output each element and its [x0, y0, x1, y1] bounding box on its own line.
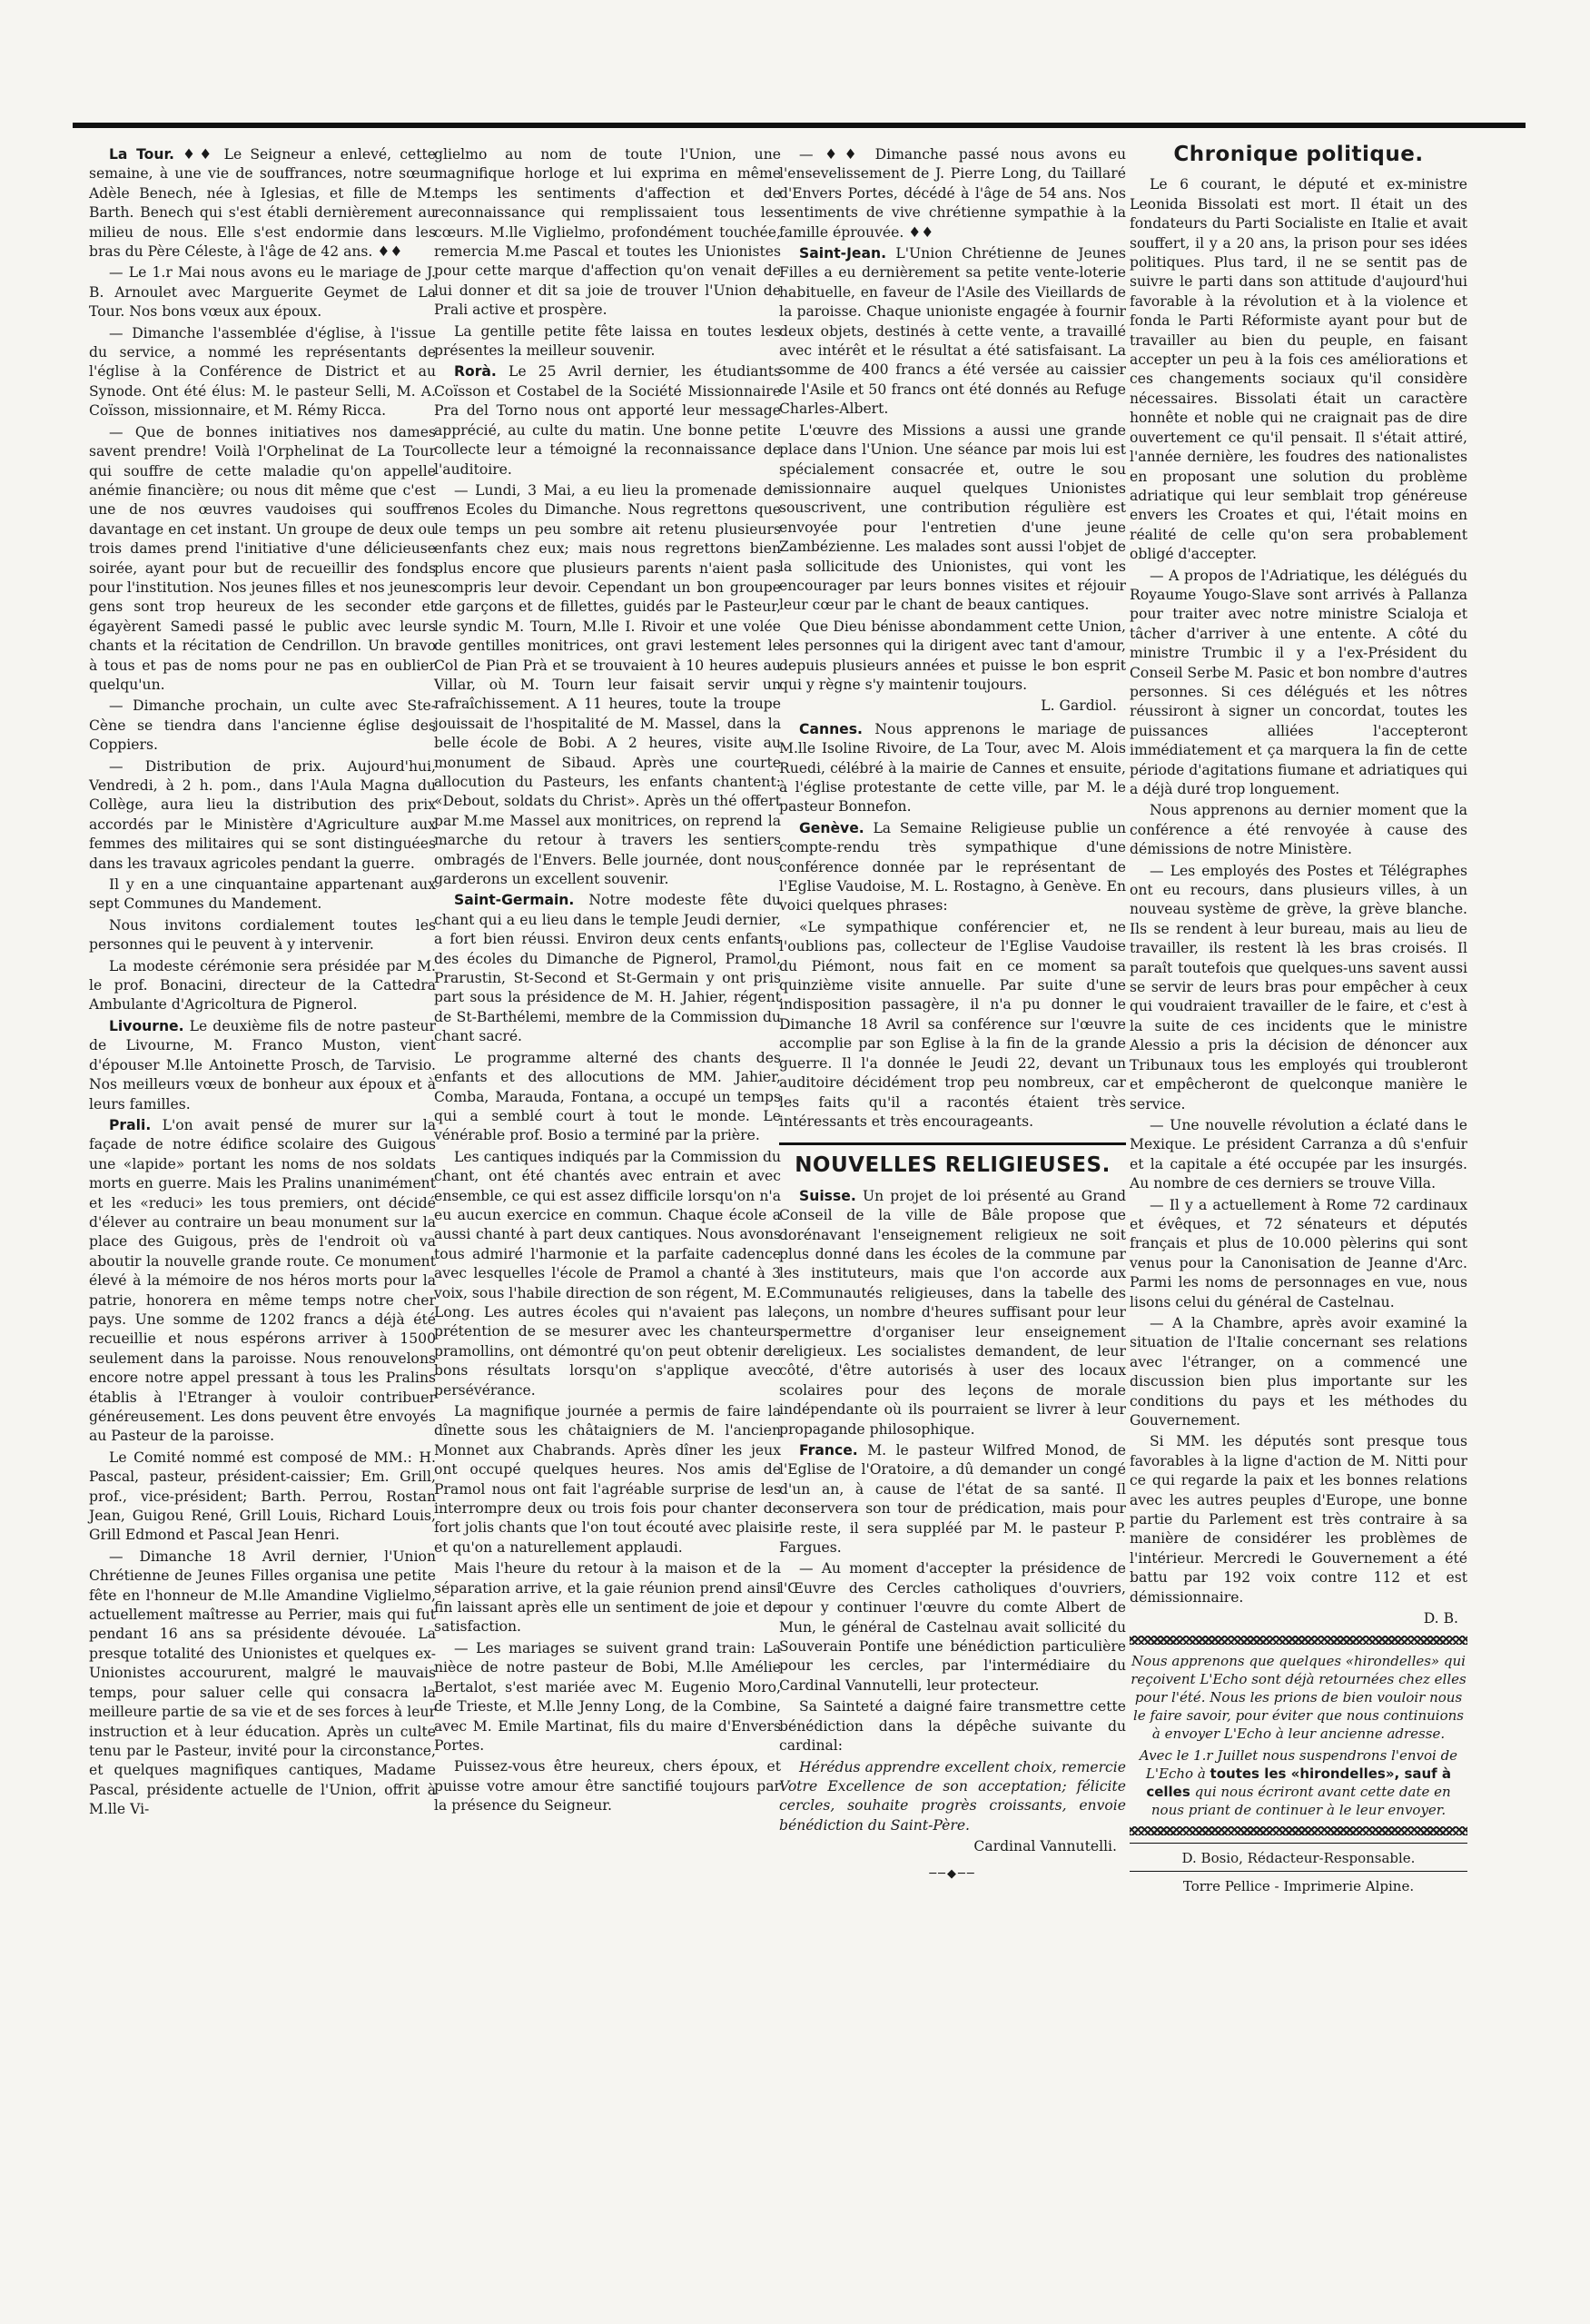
paragraph: — Les mariages se suivent grand train: La nièce de notre pasteur de Bobi, M.lle Amélie Bertalot, s'est mariée avec M. Eugenio Moro, de Trieste, et M.lle Jenny Long, de la Combine, avec M. Emile Martinat, fils du maire d'Envers Portes.: [434, 1639, 781, 1754]
paragraph: La modeste cérémonie sera présidée par M. le prof. Bonacini, directeur de la Cattedra Ambulante d'Agricoltura de Pignerol.: [89, 957, 436, 1014]
paragraph: Puissez-vous être heureux, chers époux, et puisse votre amour être sanctifié toujours par la présence du Seigneur.: [434, 1758, 781, 1815]
paragraph: — Au moment d'accepter la présidence de l'Œuvre des Cercles catholiques d'ouvriers, pour y continuer l'œuvre du comte Albert de Mun, le général de Castelnau avait sollicité du Souverain Pontife une bénédiction particulière pour les cercles, par l'intermédiaire du Cardinal Vannutelli, leur protecteur.: [779, 1560, 1126, 1694]
column-2: [434, 145, 781, 1818]
paragraph-text: La Semaine Religieuse publie un compte-rendu très sympathique d'une conférence donnée par le représentant de l'Eglise Vaudoise, M. L. Rostagno, à Genève. En voici quelques phrases:: [779, 819, 1126, 915]
decorative-border: [1130, 1636, 1467, 1645]
paragraph: Le programme alterné des chants des enfants et des allocutions de MM. Jahier, Comba, Marauda, Fontana, a occupé un temps qui a semblé court à tout le monde. Le vénérable prof. Bosio a terminé par la prière.: [434, 1049, 781, 1144]
heading-suisse: Suisse.: [799, 1187, 856, 1204]
paragraph: Le Comité nommé est composé de MM.: H. Pascal, pasteur, président-caissier; Em. Grill, prof., vice-président; Barth. Perrou, Rostan Jean, Guigou René, Grill Louis, Richard Louis, Grill Edmond et Pascal Jean Henri.: [89, 1449, 436, 1544]
top-rule: [73, 123, 1526, 128]
paragraph: — Une nouvelle révolution a éclaté dans le Mexique. Le président Carranza a dû s'enfuir et la capitale a été occupée par les insurgés. Au nombre de ces derniers se trouve Villa.: [1130, 1116, 1467, 1192]
notice-suspension: [1130, 1746, 1467, 1819]
heading-saint-germain: Saint-Germain.: [454, 892, 575, 909]
notice-text: qui nous écriront avant cette date en nous priant de continuer à le leur envoyer.: [1151, 1784, 1451, 1819]
paragraph-text: Nous apprenons le mariage de M.lle Isoline Rivoire, de La Tour, avec M. Alois Ruedi, célébré à la mairie de Cannes et ensuite, à l'église protestante de cette ville, par M. le pasteur Bonnefon.: [779, 720, 1126, 816]
paragraph-text: M. le pasteur Wilfred Monod, de l'Eglise de l'Oratoire, a dû demander un congé d'un an, à cause de l'état de sa santé. Il conservera son tour de prédication, mais pour le reste, il sera suppléé par M. le pasteur P. Fargues.: [779, 1442, 1126, 1557]
notice-hirondelles: Nous apprenons que quelques «hirondelles» qui reçoivent L'Echo sont déjà retournées chez elles pour l'été. Nous les prions de bien vouloir nous le faire savoir, pour éviter que nous continuions à envoyer L'Echo à leur ancienne adresse.: [1131, 1653, 1467, 1743]
paragraph: glielmo au nom de toute l'Union, une magnifique horloge et lui exprima en même temps les sentiments d'affection et de reconnaissance qui remplissaient tous les cœurs. M.lle Viglielmo, profondément touchée, remercia M.me Pascal et toutes les Unionistes pour cette marque d'affection qu'on venait de lui donner et dit sa joie de trouver l'Union de Prali active et prospère.: [434, 146, 781, 319]
decorative-border: [1130, 1826, 1467, 1835]
heading-cannes: Cannes.: [799, 720, 863, 737]
paragraph: — Dimanche prochain, un culte avec Ste-Cène se tiendra dans l'ancienne église des Coppiers.: [89, 697, 436, 754]
paragraph: La magnifique journée a permis de faire la dînette sous les châtaigniers de M. l'ancien Monnet aux Chabrands. Après dîner les jeux ont occupé quelques heures. Nos amis de Pramol nous ont fait l'agréable surprise de les interrompre deux ou trois fois pour chanter de fort jolis chants que l'on tout écouté avec plaisir et qu'on a naturellement applaudi.: [434, 1403, 781, 1556]
heading-la-tour: La Tour.: [109, 146, 174, 163]
paragraph: Nous invitons cordialement toutes les personnes qui le peuvent à y intervenir.: [89, 916, 436, 954]
article-saint-jean: [779, 244, 1126, 420]
telegram-quote: Hérédus apprendre excellent choix, remercie Votre Excellence de son acceptation; félicite cercles, souhaite progrès croissants, envoie bénédiction du Saint-Père.: [779, 1758, 1126, 1834]
paragraph: Mais l'heure du retour à la maison et de la séparation arrive, et la gaie réunion prend ainsi fin laissant après elle un sentiment de joie et de satisfaction.: [434, 1560, 781, 1636]
section-title-nouvelles-religieuses: NOUVELLES RELIGIEUSES.: [795, 1153, 1111, 1178]
article-geneve: [779, 819, 1126, 916]
heading-rora: Rorà.: [454, 363, 497, 381]
editor-line: D. Bosio, Rédacteur-Responsable.: [1181, 1850, 1416, 1867]
rule: [1130, 1843, 1467, 1844]
paragraph-text: ♦♦ Le Seigneur a enlevé, cette semaine, à une vie de souffrances, notre sœur Adèle Benech, née à Iglesias, et fille de M. Barth. Benech qui s'est établi dernièrement au milieu de nous. Elle s'est endormie dans les bras du Père Céleste, à l'âge de 42 ans. ♦♦: [89, 146, 436, 261]
column-3: [779, 145, 1126, 1891]
paragraph-text: Un projet de loi présenté au Grand Conseil de la ville de Bâle propose que dorénavant l'enseignement religieux ne soit plus donné dans les écoles de la commune par les instituteurs, mais que l'on accorde aux Communautés religieuses, dans la tabelle des leçons, un nombre d'heures suffisant pour leur permettre d'organiser leur enseignement religieux. Les socialistes demandent, de leur côté, d'être autorisés à user des locaux scolaires pour des leçons de morale indépendante où ils pourraient se livrer à leur propagande philosophique.: [779, 1187, 1126, 1438]
paragraph: — A propos de l'Adriatique, les délégués du Royaume Yougo-Slave sont arrivés à Pallanza pour traiter avec notre ministre Scialoja et tâcher d'arriver à une entente. A côté du ministre Trumbic il y a l'ex-Président du Conseil Serbe M. Pasic et bon nombre d'autres personnes. Si ces délégués et les nôtres réussiront à signer un concordat, toutes les puissances alliées l'accepteront immédiatement et ça marquera la fin de cette période d'agitations fiumane et adriatiques qui a déjà duré trop longuement.: [1130, 567, 1467, 797]
heading-saint-jean: Saint-Jean.: [799, 245, 887, 262]
signature-db: D. B.: [1423, 1610, 1458, 1627]
paragraph: — Les employés des Postes et Télégraphes ont eu recours, dans plusieurs villes, à un nouveau système de grève, la grève blanche. Ils se rendent à leur bureau, mais au lieu de travailler, ils restent là les bras croisés. Il paraît toutefois que quelques-uns savent aussi se servir de leurs bras pour empêcher à ceux qui voudraient travailler de le faire, et c'est à la suite de ces incidents que le ministre Alessio a pris la décision de dénoncer aux Tribunaux tous les employés qui troubleront et empêcheront de quelconque manière le service.: [1130, 862, 1467, 1113]
article-france: [779, 1441, 1126, 1558]
article-saint-germain: [434, 891, 781, 1046]
heading-livourne: Livourne.: [109, 1017, 184, 1034]
paragraph: — Dimanche l'assemblée d'église, à l'issue du service, a nommé les représentants de l'église à la Conférence de District et au Synode. Ont été élus: M. le pasteur Selli, M. A. Coïsson, missionnaire, et M. Rémy Ricca.: [89, 324, 436, 420]
notice-emphasis: toutes les «hirondelles», sauf à celles: [1146, 1765, 1452, 1801]
paragraph-text: L'Union Chrétienne de Jeunes Filles a eu dernièrement sa petite vente-loterie habituelle, en faveur de l'Asile des Vieillards de la paroisse. Chaque unioniste engagée à fournir deux objets, destinés à cette vente, a travaillé avec intérêt et le résultat a été satisfaisant. La somme de 400 francs a été versée au caissier de l'Asile et 50 francs ont été donnés au Refuge Charles-Albert.: [779, 245, 1126, 418]
end-ornament: ──◆──: [929, 1866, 976, 1881]
paragraph: Si MM. les députés sont presque tous favorables à la ligne d'action de M. Nitti pour ce qui regarde la paix et les bonnes relations avec les autres peuples d'Europe, une bonne partie du Parlement est très contraire à sa manière de considérer les problèmes de l'intérieur. Mercredi le Gouvernement a été battu par 192 voix contre 112 et est démissionnaire.: [1130, 1433, 1467, 1606]
paragraph: L'œuvre des Missions a aussi une grande place dans l'Union. Une séance par mois lui est spécialement consacrée et, outre le sou missionnaire auquel quelques Unionistes souscrivent, une contribution régulière est envoyée pour l'entretien d'une jeune Zambézienne. Les malades sont aussi l'objet de la sollicitude des Unionistes, qui vont les encourager par leurs bonnes visites et réjouir leur cœur par le chant de beaux cantiques.: [779, 421, 1126, 614]
paragraph: — ♦♦ Dimanche passé nous avons eu l'ensevelissement de J. Pierre Long, du Taillaré d'Envers Portes, décédé à l'âge de 54 ans. Nos sentiments de vive chrétienne sympathie à la famille éprouvée. ♦♦: [779, 146, 1126, 241]
section-rule: [779, 1142, 1126, 1145]
paragraph: La gentille petite fête laissa en toutes les présentes la meilleur souvenir.: [434, 322, 781, 360]
signature-vannutelli: Cardinal Vannutelli.: [973, 1838, 1117, 1855]
article-rora: [434, 362, 781, 479]
heading-geneve: Genève.: [799, 819, 864, 836]
signature-gardiol: L. Gardiol.: [1041, 697, 1117, 715]
paragraph-text: L'on avait pensé de murer sur la façade de notre édifice scolaire des Guigous une «lapide» portant les noms de nos soldats morts en guerre. Mais les Pralins unanimément et les «reduci» les tous premiers, ont décidé d'élever au contraire un beau monument sur la place des Guigous, près de l'endroit où va aboutir la nouvelle grande route. Ce monument élevé à la mémoire de nos héros morts pour la patrie, honorera en même temps notre cher pays. Une somme de 1202 francs a déjà été recueillie et nous espérons arriver à 1500 seulement dans la paroisse. Nous renouvelons encore notre appel pressant à tous les Pralins établis à l'Etranger à vouloir contribuer généreusement. Les dons peuvent être envoyés au Pasteur de la paroisse.: [89, 1116, 436, 1445]
paragraph: Les cantiques indiqués par la Commission du chant, ont été chantés avec entrain et avec ensemble, ce qui est assez difficile lorsqu'on n'a eu aucun exercice en commun. Chaque école a aussi chanté à part deux cantiques. Nous avons tous admiré l'harmonie et la parfaite cadence avec lesquelles l'école de Pramol a chanté à 3 voix, sous l'habile direction de son régent, M. E. Long. Les autres écoles qui n'avaient pas la prétention de se mesurer avec les chanteurs pramollins, ont démontré qu'on peut obtenir de bons résultats lorsqu'on s'applique avec persévérance.: [434, 1148, 781, 1399]
rule: [1130, 1871, 1467, 1872]
paragraph-text: Notre modeste fête du chant qui a eu lieu dans le temple Jeudi dernier, a fort bien réussi. Environ deux cents enfants des écoles du Dimanche de Pignerol, Pramol, Prarustin, St-Second et St-Germain y ont pris part sous la présidence de M. H. Jahier, régent de St-Barthélemi, membre de la Commission du chant sacré.: [434, 892, 781, 1045]
quote: «Le sympathique conférencier et, ne l'oublions pas, collecteur de l'Eglise Vaudoise du Piémont, nous fait en ce moment sa quinzième visite annuelle. Par suite d'une indisposition passagère, il n'a pu donner le Dimanche 18 Avril sa conférence sur l'œuvre accomplie par son Eglise à la fin de la grande guerre. Il l'a donnée le Jeudi 22, devant un auditoire décidément trop peu nombreux, car les faits qu'il a racontés étaient très intéressants et très encourageants.: [779, 918, 1126, 1130]
article-prali: [89, 1116, 436, 1447]
paragraph: Nous apprenons au dernier moment que la conférence a été renvoyée à cause des démissions de notre Ministère.: [1130, 802, 1467, 858]
printer-line: Torre Pellice - Imprimerie Alpine.: [1182, 1878, 1415, 1895]
paragraph: — Le 1.r Mai nous avons eu le mariage de J. B. Arnoulet avec Marguerite Geymet de La Tour. Nos bons vœux aux époux.: [89, 264, 436, 321]
paragraph: — Dimanche 18 Avril dernier, l'Union Chrétienne de Jeunes Filles organisa une petite fête en l'honneur de M.lle Amandine Viglielmo, actuellement maîtresse au Perrier, mais qui fut pendant 16 ans sa présidente dévouée. La presque totalité des Unionistes et quelques ex-Unionistes accoururent, malgré le mauvais temps, pour saluer celle qui consacra la meilleure partie de sa vie et de ses forces à leur instruction et à leur éducation. Après un culte tenu par le Pasteur, invité pour la circonstance, et quelques magnifiques cantiques, Madame Pascal, présidente actuelle de l'Union, offrit à M.lle Vi-: [89, 1548, 436, 1818]
notice-text: Avec le 1.r Juillet nous suspendrons l'envoi de L'Echo à: [1139, 1747, 1458, 1783]
article-suisse: [779, 1187, 1126, 1439]
paragraph: Il y en a une cinquantaine appartenant aux sept Communes du Mandement.: [89, 876, 436, 913]
column-4: [1130, 145, 1467, 1896]
paragraph: Sa Sainteté a daigné faire transmettre cette bénédiction dans la dépêche suivante du cardinal:: [779, 1698, 1126, 1755]
heading-france: France.: [799, 1442, 858, 1459]
paragraph: — Lundi, 3 Mai, a eu lieu la promenade de nos Ecoles du Dimanche. Nous regrettons que le temps un peu sombre ait retenu plusieurs enfants chez eux; mais nous regrettons bien plus encore que plusieurs parents n'aient pas compris leur devoir. Cependant un bon groupe de garçons et de fillettes, guidés par le Pasteur, le syndic M. Tourn, M.lle I. Rivoir et une volée de gentilles monitrices, ont gravi lestement le Col de Pian Prà et se trouvaient à 10 heures au Villar, où M. Tourn leur faisait servir un rafraîchissement. A 11 heures, toute la troupe jouissait de l'hospitalité de M. Massel, dans la belle école de Bobi. A 2 heures, visite au monument de Sibaud. Après une courte allocution du Pasteurs, les enfants chantent: «Debout, soldats du Christ». Après un thé offert par M.me Massel aux monitrices, on reprend la marche du retour à travers les sentiers ombragés de l'Envers. Belle journée, dont nous garderons un excellent souvenir.: [434, 481, 781, 888]
paragraph: Que Dieu bénisse abondamment cette Union, les personnes qui la dirigent avec tant d'amour, depuis plusieurs années et puisse le bon esprit qui y règne s'y maintenir toujours.: [779, 618, 1126, 693]
paragraph: — Distribution de prix. Aujourd'hui, Vendredi, à 2 h. pom., dans l'Aula Magna du Collège, aura lieu la distribution des prix accordés par le Ministère d'Agriculture aux femmes des militaires qui se sont distinguées dans les travaux agricoles pendant la guerre.: [89, 757, 436, 872]
article-la-tour: [89, 145, 436, 262]
article-livourne: [89, 1017, 436, 1114]
paragraph: — Que de bonnes initiatives nos dames savent prendre! Voilà l'Orphelinat de La Tour qui souffre de cette maladie qu'on appelle anémie financière; ou nous dit même que c'est une de nos œuvres vaudoises qui souffre davantage en cet instant. Un groupe de deux ou trois dames prend l'initiative d'une délicieuse soirée, ayant pour but de recueillir des fonds pour l'institution. Nos jeunes filles et nos jeunes gens sont trop heureux de les seconder et égayèrent Samedi passé le public avec leurs chants et la récitation de Cendrillon. Un bravo à tous et pas de noms pour ne pas en oublier quelqu'un.: [89, 423, 436, 693]
paragraph: Le 6 courant, le député et ex-ministre Leonida Bissolati est mort. Il était un des fondateurs du Parti Socialiste en Italie et avait souffert, il y a 20 ans, la prison pour ses idées politiques. Plus tard, il ne se sentit pas de suivre le parti dans son attitude d'aujourd'hui favorable à la révolution et à la violence et fonda le Parti Réformiste ayant pour but de travailler au bien du peuple, en faisant accepter un peu à la fois ces améliorations et ces changements sociaux qu'il considère nécessaires. Bissolati était un caractère honnête et noble qui ne craignait pas de dire ouvertement ce qu'il pensait. Il s'était attiré, l'année dernière, les foudres des nationalistes en proposant une solution du problème adriatique qui leur semblait trop généreuse envers les Croates et qui, l'était moins en réalité de celle qu'on sera probablement obligé d'accepter.: [1130, 176, 1467, 563]
column-1: [89, 145, 436, 1822]
section-title-chronique-politique: Chronique politique.: [1173, 143, 1424, 166]
paragraph: — A la Chambre, après avoir examiné la situation de l'Italie concernant ses relations avec l'étranger, on a commencé une discussion bien plus importante sur les conditions du pays et les méthodes du Gouvernement.: [1130, 1314, 1467, 1429]
paragraph-text: Le deuxième fils de notre pasteur de Livourne, M. Franco Muston, vient d'épouser M.lle Antoinette Prosch, de Tarvisio. Nos meilleurs vœux de bonheur aux époux et à leurs familles.: [89, 1017, 436, 1113]
paragraph-text: Le 25 Avril dernier, les étudiants Coïsson et Costabel de la Société Missionnaire Pra del Torno nous ont apporté leur message apprécié, au culte du matin. Une bonne petite collecte leur a témoigné la reconnaissance de l'auditoire.: [434, 363, 781, 478]
article-cannes: [779, 720, 1126, 817]
heading-prali: Prali.: [109, 1116, 152, 1133]
paragraph: — Il y a actuellement à Rome 72 cardinaux et évêques, et 72 sénateurs et députés français et plus de 10.000 pèlerins qui sont venus pour la Canonisation de Jeanne d'Arc. Parmi les noms de personnages en vue, nous lisons celui du général de Castelnau.: [1130, 1196, 1467, 1310]
